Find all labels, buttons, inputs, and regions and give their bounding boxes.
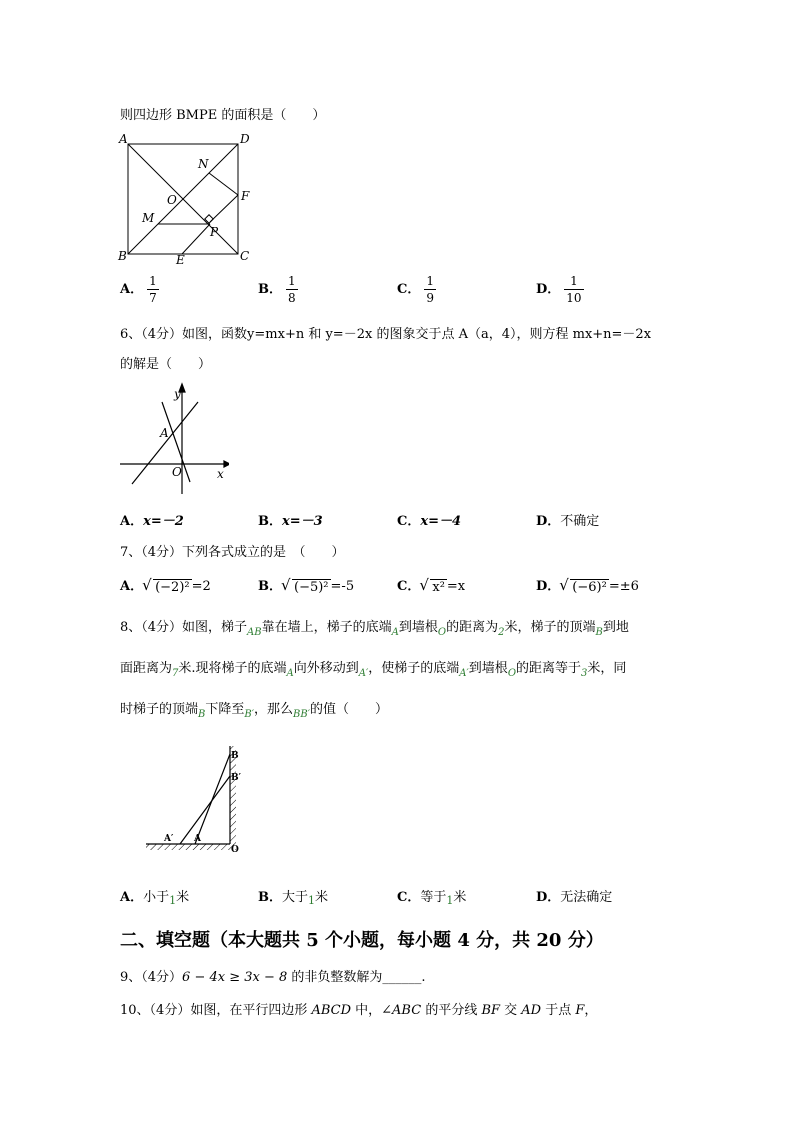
q5-option-c[interactable]: C． $\frac{1}{9}$ (397, 274, 434, 305)
label-B-prime: B′ (231, 773, 241, 783)
q8-stem-line1: 8、（4分）如图，梯子$_{AB}$靠在墙上，梯子的底端$_A$到墙根$_O$的距离为$_2$米，梯子的顶端$_B$到地 (120, 620, 629, 638)
label-E: E (176, 253, 185, 267)
q6-graph-figure (114, 380, 229, 500)
label-A: A (119, 132, 128, 146)
q6-option-c[interactable]: C．x=－4 (397, 514, 462, 529)
q6-stem-line1: 6、（4分）如图，函数y=mx+n 和 y=－2x 的图象交于点 A（a，4），则方程 mx+n=－2x (120, 327, 652, 342)
q5-option-a[interactable]: A． $\frac{1}{7}$ (120, 274, 157, 305)
q7-option-c[interactable]: C．√ x² =x (397, 575, 465, 595)
q7-option-a[interactable]: A．√ (−2)² =2 (120, 575, 211, 595)
label-N: N (198, 157, 209, 171)
label-P: P (210, 225, 219, 239)
q8-option-d[interactable]: D．无法确定 (536, 890, 613, 905)
label-O: O (172, 465, 182, 479)
q8-ladder-figure (140, 740, 250, 858)
label-A: A (160, 426, 169, 440)
q10-stem: 10、（4分）如图，在平行四边形 ABCD 中，∠ABC 的平分线 BF 交 AD 于点 F， (120, 1003, 598, 1018)
q8-stem-line3: 时梯子的顶端$_B$下降至$_{B'}$，那么$_{BB'}$的值（ ） (120, 702, 389, 720)
q6-option-b[interactable]: B．x=－3 (258, 514, 323, 529)
line-mx-n (132, 402, 198, 484)
label-A: A (194, 834, 201, 844)
section-2-heading: 二、填空题（本大题共 5 个小题，每小题 4 分，共 20 分） (120, 930, 604, 951)
wall-hatch (230, 746, 236, 846)
q8-option-c[interactable]: C．等于$_1$米 (397, 890, 467, 907)
q8-stem-line2: 面距离为$_7$米.现将梯子的底端$_A$向外移动到$_{A'}$，使梯子的底端$_{A'}$到墙根$_O$的距离等于$_3$米，同 (120, 661, 627, 679)
label-O: O (231, 845, 239, 855)
q7-stem: 7、（4分）下列各式成立的是 （ ） (120, 545, 345, 560)
label-O: O (167, 193, 177, 207)
q8-option-b[interactable]: B．大于$_1$米 (258, 890, 329, 907)
q7-option-b[interactable]: B．√ (−5)² =-5 (258, 575, 354, 595)
label-M: M (142, 211, 155, 225)
label-B: B (231, 751, 239, 761)
x-axis-arrow (224, 461, 229, 467)
segment-FP (210, 195, 238, 222)
q6-option-d[interactable]: D．不确定 (536, 514, 600, 529)
q7-option-d[interactable]: D．√ (−6)² =±6 (536, 575, 639, 595)
q5-option-d[interactable]: D． $\frac{1}{10}$ (536, 274, 582, 305)
q5-option-b[interactable]: B． $\frac{1}{8}$ (258, 274, 296, 305)
ladder-A-prime-B-prime (180, 776, 230, 844)
label-B: B (118, 249, 127, 263)
segment-NF (209, 173, 238, 195)
label-F: F (241, 189, 250, 203)
q6-option-a[interactable]: A．x=－2 (120, 514, 184, 529)
q5-stem: 则四边形 BMPE 的面积是（ ） (120, 108, 326, 123)
label-C: C (240, 249, 250, 263)
q9-stem: 9、（4分）6 − 4x ≥ 3x − 8 的非负整数解为______. (120, 970, 426, 985)
label-A-prime: A′ (164, 834, 174, 844)
label-y: y (174, 387, 181, 401)
label-x: x (217, 467, 224, 481)
ground-hatch (146, 844, 236, 850)
label-D: D (240, 132, 250, 146)
q8-option-a[interactable]: A．小于$_1$米 (120, 890, 190, 907)
q5-square-figure (114, 128, 264, 268)
q6-stem-line2: 的解是（ ） (120, 357, 212, 372)
segment-PE (182, 224, 210, 254)
